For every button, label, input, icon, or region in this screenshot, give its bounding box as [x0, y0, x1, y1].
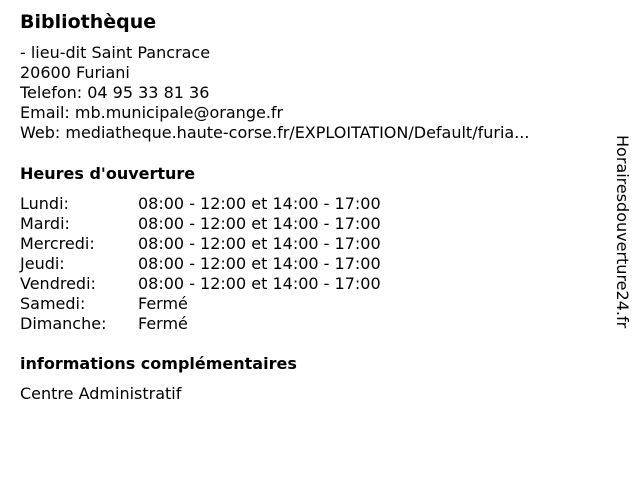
email-text: Email: mb.municipale@orange.fr [20, 103, 284, 122]
side-brand-text: Horairesdouverture24.fr [613, 135, 632, 329]
page-title: Bibliothèque [20, 11, 157, 33]
day-label: Lundi: [20, 194, 69, 213]
hours-row-thursday [20, 254, 440, 274]
day-label: Vendredi: [20, 274, 96, 293]
info-heading: informations complémentaires [20, 354, 297, 373]
hours-row-sunday [20, 314, 440, 334]
hours-row-saturday [20, 294, 440, 314]
hours-row-tuesday [20, 214, 440, 234]
hours-row-monday [20, 194, 440, 214]
day-hours: Fermé [138, 314, 188, 333]
address-block [20, 43, 529, 143]
postal-city: 20600 Furiani [20, 63, 130, 82]
phone-text: Telefon: 04 95 33 81 36 [20, 83, 210, 102]
hours-heading: Heures d'ouverture [20, 164, 196, 183]
hours-table [20, 194, 440, 334]
day-hours: 08:00 - 12:00 et 14:00 - 17:00 [138, 214, 381, 233]
hours-row-wednesday [20, 234, 440, 254]
day-hours: 08:00 - 12:00 et 14:00 - 17:00 [138, 234, 381, 253]
day-label: Samedi: [20, 294, 86, 313]
day-hours: Fermé [138, 294, 188, 313]
day-hours: 08:00 - 12:00 et 14:00 - 17:00 [138, 274, 381, 293]
day-label: Dimanche: [20, 314, 107, 333]
day-hours: 08:00 - 12:00 et 14:00 - 17:00 [138, 254, 381, 273]
web-text: Web: mediatheque.haute-corse.fr/EXPLOITATION/Default/furia... [20, 123, 530, 142]
info-text: Centre Administratif [20, 384, 182, 403]
day-hours: 08:00 - 12:00 et 14:00 - 17:00 [138, 194, 381, 213]
day-label: Jeudi: [20, 254, 65, 273]
address-line: - lieu-dit Saint Pancrace [20, 43, 211, 62]
day-label: Mardi: [20, 214, 70, 233]
day-label: Mercredi: [20, 234, 95, 253]
hours-row-friday [20, 274, 440, 294]
